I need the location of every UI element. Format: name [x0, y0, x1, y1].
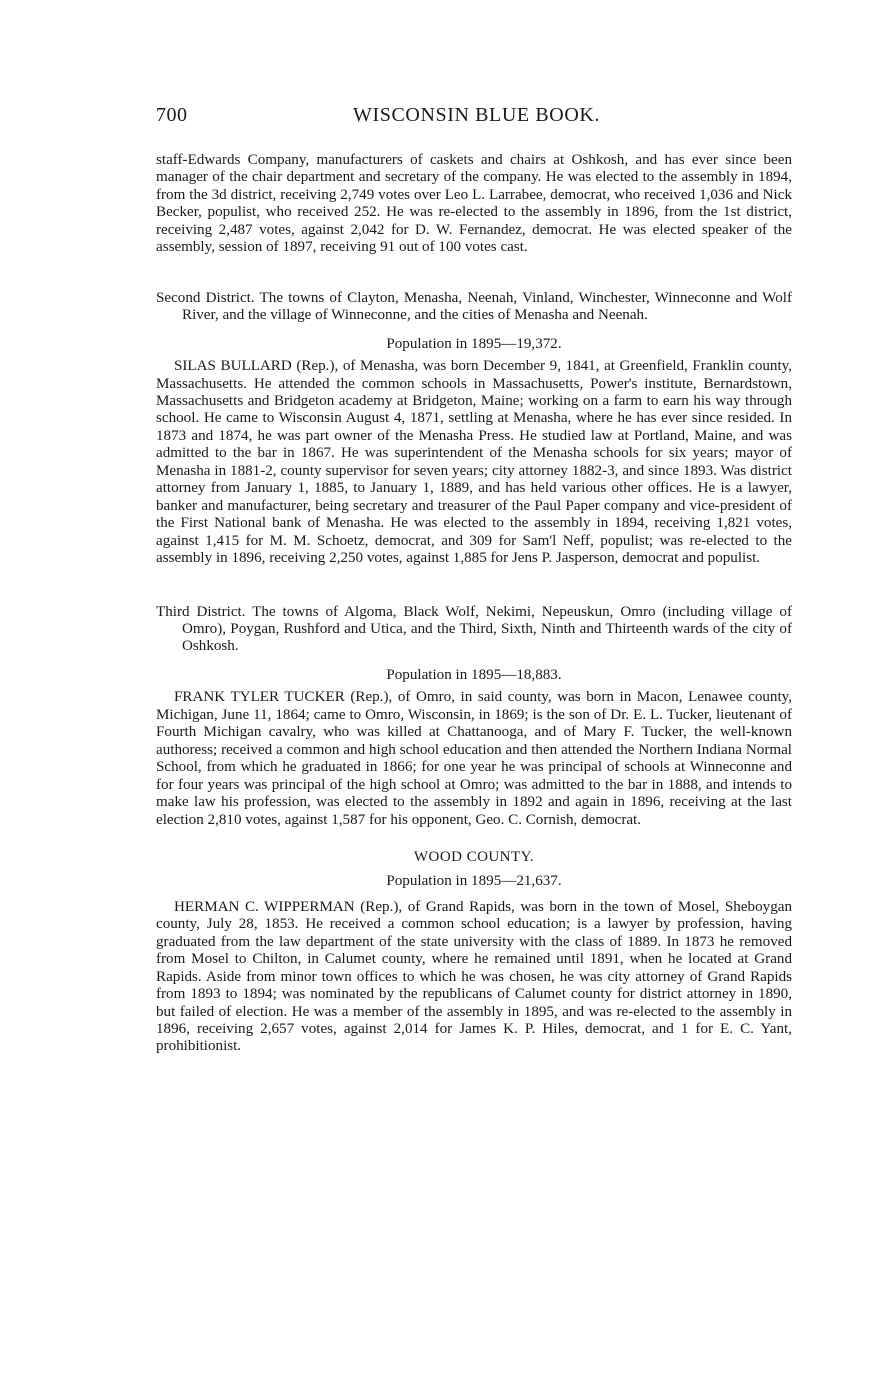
- book-page: [156, 104, 792, 1056]
- third-district-description: Third District. The towns of Algoma, Black Wolf, Nekimi, Nepeuskun, Omro (including village of Omro), Poygan, Rushford and Utica, and the Third, Sixth, Ninth and Thirteenth wards of the city of Oshkosh.: [156, 603, 792, 655]
- wood-county-population: Population in 1895—21,637.: [386, 873, 562, 890]
- wipperman-biography: HERMAN C. WIPPERMAN (Rep.), of Grand Rapids, was born in the town of Mosel, Sheboygan county, July 28, 1853. He received a common school education; is a lawyer by profession, having graduated from the law department of the state university with the class of 1889. In 1873 he removed from Mosel to Chilton, in Calumet county, where he remained until 1891, when he located at Grand Rapids. Aside from minor town offices to which he was chosen, he was city attorney of Grand Rapids from 1893 to 1894; was nominated by the republicans of Calumet county for district attorney in 1890, but failed of election. He was a member of the assembly in 1895, and was re-elected to the assembly in 1896, receiving 2,657 votes, against 2,014 for James K. P. Hiles, democrat, and 1 for E. C. Yant, prohibitionist.: [156, 898, 792, 1055]
- third-district-population: Population in 1895—18,883.: [386, 666, 562, 683]
- tucker-biography: FRANK TYLER TUCKER (Rep.), of Omro, in said county, was born in Macon, Lenawee county, Michigan, June 11, 1864; came to Omro, Wisconsin, in 1869; is the son of Dr. E. L. Tucker, lieutenant of Fourth Michigan cavalry, who was killed at Chattanooga, and of Mary F. Tucker, the well-known authoress; received a common and high school education and then attended the Northern Indiana Normal School, from which he graduated in 1866; for one year he was principal of schools at Winneconne and for four years was principal of the high school at Omro; was admitted to the bar in 1888, and intends to make law his profession, was elected to the assembly in 1892 and again in 1896, receiving at the last election 2,810 votes, against 1,587 for his opponent, Geo. C. Cornish, democrat.: [156, 689, 792, 828]
- running-head: WISCONSIN BLUE BOOK.: [353, 104, 600, 126]
- continued-biography: staff-Edwards Company, manufacturers of caskets and chairs at Oshkosh, and has ever since been manager of the chair department and secretary of the company. He was elected to the assembly in 1894, from the 3d district, receiving 2,749 votes over Leo L. Larrabee, democrat, who received 1,036 and Nick Becker, populist, who received 252. He was re-elected to the assembly in 1896, from the 1st district, receiving 2,487 votes, against 2,042 for D. W. Fernandez, democrat. He was elected speaker of the assembly, session of 1897, receiving 91 out of 100 votes cast.: [156, 152, 792, 256]
- bullard-biography: SILAS BULLARD (Rep.), of Menasha, was born December 9, 1841, at Greenfield, Franklin county, Massachusetts. He attended the common schools in Massachusetts, Power's institute, Bernardstown, Massachusetts and Bridgeton academy at Bridgeton, Maine; working on a farm to earn his way through school. He came to Wisconsin August 4, 1871, settling at Menasha, where he has ever since resided. In 1873 and 1874, he was part owner of the Menasha Press. He studied law at Portland, Maine, and was admitted to the bar in 1867. He was superintendent of the Menasha schools for six years; mayor of Menasha in 1881-2, county supervisor for seven years; city attorney 1882-3, and since 1893. Was district attorney from January 1, 1885, to January 1, 1889, and has held various other offices. He is a lawyer, banker and manufacturer, being secretary and treasurer of the Paul Paper company and vice-president of the First National bank of Menasha. He was elected to the assembly in 1894, receiving 1,821 votes, against 1,415 for M. M. Schoetz, democrat, and 309 for Sam'l Neff, populist; was re-elected to the assembly in 1896, receiving 2,250 votes, against 1,885 for Jens P. Jasperson, democrat and populist.: [156, 358, 792, 567]
- second-district-description: Second District. The towns of Clayton, Menasha, Neenah, Vinland, Winchester, Winneconne and Wolf River, and the village of Winneconne, and the cities of Menasha and Neenah.: [156, 289, 792, 324]
- page-header: [156, 104, 792, 132]
- second-district-population: Population in 1895—19,372.: [386, 335, 562, 352]
- page-number: 700: [156, 104, 188, 126]
- wood-county-heading: WOOD COUNTY.: [413, 848, 535, 865]
